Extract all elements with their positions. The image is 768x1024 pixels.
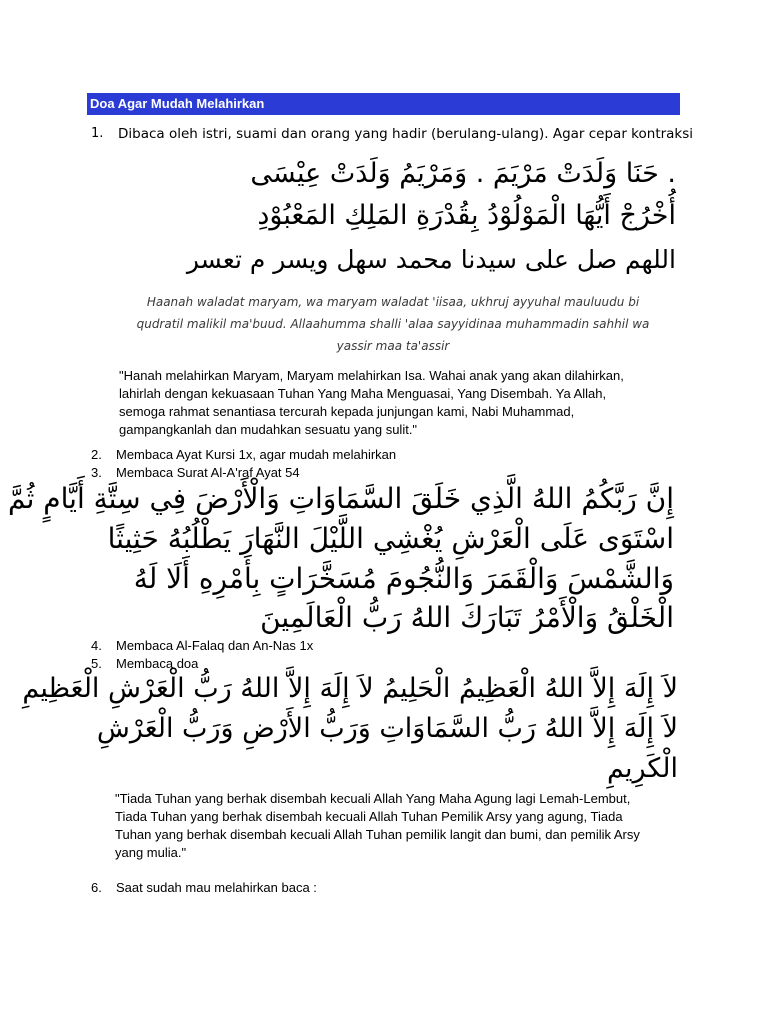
- arabic-line: اسْتَوَى عَلَى الْعَرْشِ يُغْشِي اللَّيْلَ النَّهَارَ يَطْلُبُهُ حَثِيثًا: [107, 522, 674, 555]
- meaning-line: yang mulia.": [115, 845, 187, 860]
- transliteration-line: qudratil malikil ma'buud. Allaahumma shalli 'alaa sayyidinaa muhammadin sahhil wa: [136, 317, 650, 331]
- meaning-line: "Hanah melahirkan Maryam, Maryam melahirkan Isa. Wahai anak yang akan dilahirkan,: [119, 368, 624, 383]
- meaning-line: gampangkanlah dan mudahkan sesuatu yang sulit.": [119, 422, 418, 437]
- list-number: 4.: [91, 638, 102, 653]
- arabic-line: لاَ إِلَهَ إِلاَّ اللهُ رَبُّ السَّمَاوَاتِ وَرَبُّ الأَرْضِ وَرَبُّ الْعَرْشِ: [96, 713, 678, 744]
- meaning-line: Tiada Tuhan yang berhak disembah kecuali Allah Tuhan Pemilik Arsy yang agung, Tiada: [115, 809, 623, 824]
- list-item-text: Membaca Al-Falaq dan An-Nas 1x: [116, 638, 314, 653]
- list-number: 2.: [91, 447, 102, 462]
- transliteration-line: Haanah waladat maryam, wa maryam waladat 'iisaa, ukhruj ayyuhal mauluudu bi: [146, 295, 640, 309]
- list-item-text: Saat sudah mau melahirkan baca :: [116, 880, 317, 895]
- list-item-text: Membaca doa: [116, 656, 199, 671]
- meaning-line: semoga rahmat senantiasa tercurah kepada junjungan kami, Nabi Muhammad,: [119, 404, 575, 419]
- arabic-line: اللهم صل على سيدنا محمد سهل ويسر م تعسر: [186, 245, 676, 274]
- meaning-line: lahirlah dengan kekuasaan Tuhan Yang Maha Menguasai, Yang Disembah. Ya Allah,: [119, 386, 607, 401]
- list-number: 6.: [91, 880, 102, 895]
- arabic-line: إِنَّ رَبَّكُمُ اللهُ الَّذِي خَلَقَ السَّمَاوَاتِ وَالْأَرْضَ فِي سِتَّةِ أَيَّامٍ ثُمَّ: [7, 482, 674, 515]
- arabic-line: لاَ إِلَهَ إِلاَّ اللهُ الْعَظِيمُ الْحَلِيمُ لاَ إِلَهَ إِلاَّ اللهُ رَبُّ الْعَرْشِ الْعَظِيمِ: [22, 673, 678, 704]
- list-item-text: Membaca Ayat Kursi 1x, agar mudah melahirkan: [116, 447, 397, 462]
- list-number: 3.: [91, 465, 102, 480]
- transliteration-line: yassir maa ta'assir: [336, 339, 450, 353]
- arabic-line: . حَنَا وَلَدَتْ مَرْيَمَ . وَمَرْيَمُ وَلَدَتْ عِيْسَى: [250, 158, 676, 189]
- meaning-line: "Tiada Tuhan yang berhak disembah kecuali Allah Yang Maha Agung lagi Lemah-Lembut,: [115, 791, 631, 806]
- meaning-line: Tuhan yang berhak disembah kecuali Allah Tuhan pemilik langit dan bumi, dan pemilik Arsy: [115, 827, 640, 842]
- list-item-text: Membaca Surat Al-A'raf Ayat 54: [116, 465, 300, 480]
- list-item-text: Dibaca oleh istri, suami dan orang yang hadir (berulang-ulang). Agar cepar kontraksi: [118, 126, 694, 142]
- section-title: Doa Agar Mudah Melahirkan: [87, 93, 680, 115]
- list-number: 5.: [91, 656, 102, 671]
- arabic-line: الْخَلْقُ وَالْأَمْرُ تَبَارَكَ اللهُ رَبُّ الْعَالَمِينَ: [260, 601, 674, 634]
- arabic-line: وَالشَّمْسَ وَالْقَمَرَ وَالنُّجُومَ مُسَخَّرَاتٍ بِأَمْرِهِ أَلَا لَهُ: [133, 562, 674, 595]
- list-number: 1.: [91, 126, 104, 141]
- arabic-line: أُخْرُجْ أَيُّهَا الْمَوْلُوْدُ بِقُدْرَةِ المَلِكِ المَعْبُوْدِ: [257, 200, 676, 231]
- arabic-line: الْكَرِيمِ: [606, 753, 678, 784]
